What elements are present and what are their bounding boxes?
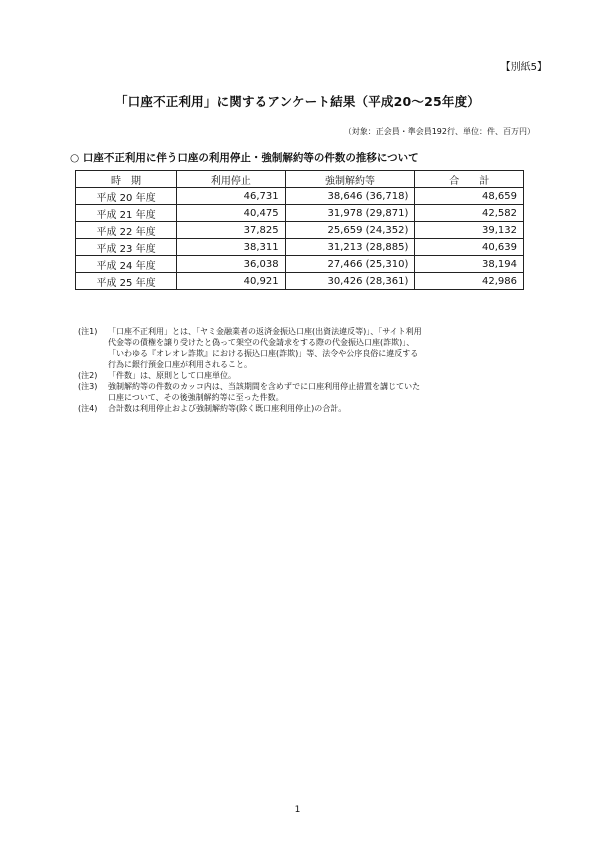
header-total: 合 計 <box>415 171 524 188</box>
cell-suspension: 37,825 <box>177 222 286 239</box>
header-suspension: 利用停止 <box>177 171 286 188</box>
footnote-4 <box>78 403 538 414</box>
cell-period: 平成 21 年度 <box>76 205 177 222</box>
table-row <box>76 273 524 290</box>
cell-total: 39,132 <box>415 222 524 239</box>
footnote-line: 強制解約等の件数のカッコ内は、当該期間を含めずでに口座利用停止措置を講じていた <box>108 382 421 391</box>
footnote-2 <box>78 370 538 381</box>
cell-period: 平成 25 年度 <box>76 273 177 290</box>
footnote-line: 「口座不正利用」とは、「ヤミ金融業者の返済金振込口座(出資法違反等)」、「サイト利用 <box>108 327 422 336</box>
cell-forced: 31,978 (29,871) <box>285 205 415 222</box>
cell-suspension: 40,475 <box>177 205 286 222</box>
cell-forced: 31,213 (28,885) <box>285 239 415 256</box>
annex-label: 【別紙5】 <box>500 62 547 73</box>
cell-total: 42,986 <box>415 273 524 290</box>
footnote-line: 代金等の債権を譲り受けたと偽って架空の代金請求をする際の代金振込口座(詐欺)」、 <box>108 338 415 347</box>
footnote-text <box>108 370 538 381</box>
subject-line: （対象：正会員・準会員192行、単位：件、百万円） <box>343 127 535 136</box>
footnote-label: (注3) <box>78 382 98 391</box>
footnotes <box>78 326 538 414</box>
table-row <box>76 222 524 239</box>
cell-suspension: 40,921 <box>177 273 286 290</box>
cell-suspension: 38,311 <box>177 239 286 256</box>
footnote-label: (注1) <box>78 327 98 336</box>
cell-forced: 25,659 (24,352) <box>285 222 415 239</box>
cell-period: 平成 22 年度 <box>76 222 177 239</box>
section-heading: ○ 口座不正利用に伴う口座の利用停止・強制解約等の件数の推移について <box>70 152 419 164</box>
footnote-line: 「いわゆる『オレオレ詐欺』における振込口座(詐欺)」等、法令や公序良俗に違反する <box>108 349 419 358</box>
footnote-line: 「件数」は、原則として口座単位。 <box>108 371 236 380</box>
header-forced-cancellation: 強制解約等 <box>285 171 415 188</box>
table-row <box>76 239 524 256</box>
cell-forced: 27,466 (25,310) <box>285 256 415 273</box>
footnote-line: 口座について、その後強制解約等に至った件数。 <box>108 393 284 402</box>
page-number: 1 <box>294 805 301 815</box>
header-period: 時 期 <box>76 171 177 188</box>
table-row <box>76 205 524 222</box>
cell-period: 平成 23 年度 <box>76 239 177 256</box>
footnote-text <box>108 403 538 414</box>
table-row <box>76 256 524 273</box>
table-header-row <box>76 171 524 188</box>
cell-period: 平成 24 年度 <box>76 256 177 273</box>
cell-suspension: 36,038 <box>177 256 286 273</box>
footnote-text <box>108 326 538 370</box>
table-row <box>76 188 524 205</box>
cell-total: 48,659 <box>415 188 524 205</box>
cell-total: 40,639 <box>415 239 524 256</box>
footnote-1 <box>78 326 538 370</box>
results-table <box>75 170 524 290</box>
footnote-label: (注2) <box>78 371 98 380</box>
cell-forced: 30,426 (28,361) <box>285 273 415 290</box>
footnote-3 <box>78 381 538 403</box>
cell-total: 42,582 <box>415 205 524 222</box>
footnote-line: 行為に銀行預金口座が利用されること。 <box>108 360 252 369</box>
footnote-line: 合計数は利用停止および強制解約等(除く既口座利用停止)の合計。 <box>108 404 347 413</box>
cell-period: 平成 20 年度 <box>76 188 177 205</box>
cell-forced: 38,646 (36,718) <box>285 188 415 205</box>
footnote-text <box>108 381 538 403</box>
cell-suspension: 46,731 <box>177 188 286 205</box>
document-title: 「口座不正利用」に関するアンケート結果（平成20～25年度） <box>114 94 481 109</box>
cell-total: 38,194 <box>415 256 524 273</box>
footnote-label: (注4) <box>78 404 98 413</box>
